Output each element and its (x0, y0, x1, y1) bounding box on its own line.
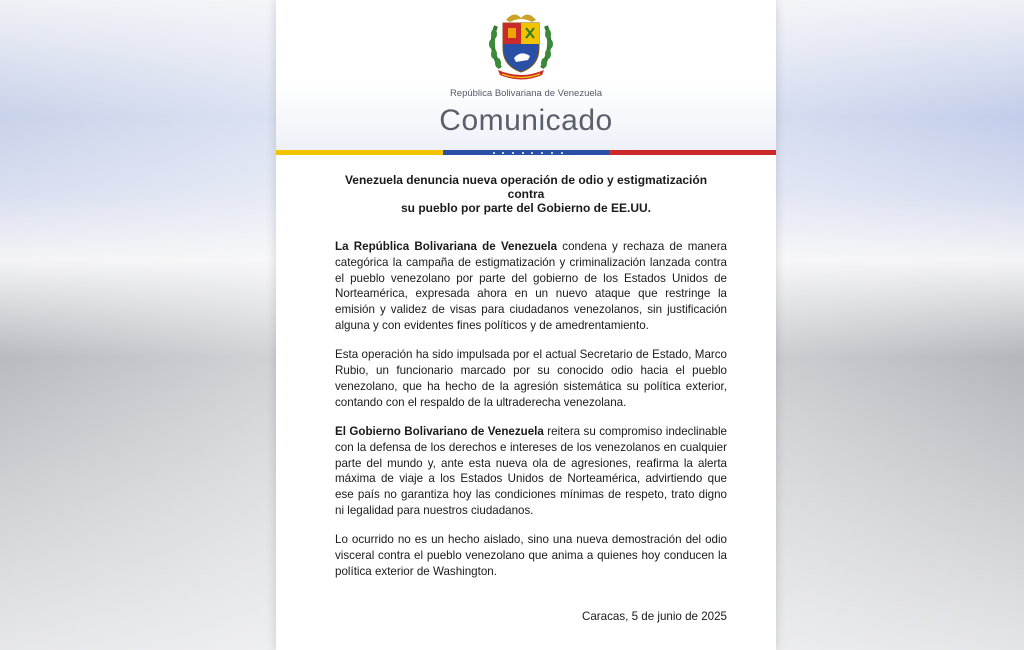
flag-stripe (276, 150, 776, 155)
paragraph-text: reitera su compromiso indeclinable con la defensa de los derechos e intereses de los venezolanos en cualquier parte del mundo y, ante esta nueva ola de agresiones, reafirma la alerta máxima de viaje a los Estados Unidos de Norteamérica, advirtiendo que ese país no garantiza hoy las condiciones mínimas de respeto, trato digno ni legalidad para nuestros ciudadanos. (335, 424, 727, 517)
stars-row (493, 150, 563, 155)
paragraph-2 (335, 347, 727, 410)
place-and-date: Caracas, 5 de junio de 2025 (581, 610, 727, 623)
organization-name: República Bolivariana de Venezuela (449, 88, 603, 99)
background-left (0, 0, 276, 650)
statement-body (335, 239, 727, 593)
paragraph-text: Esta operación ha sido impulsada por el actual Secretario de Estado, Marco Rubio, un funcionario marcado por su conocido odio hacia el pueblo venezolano, que ha hecho de la agresión sistemática su política exterior, contando con el respaldo de la ultraderecha venezolana. (335, 348, 727, 409)
coat-of-arms-icon (486, 8, 556, 80)
paragraph-1 (335, 239, 727, 334)
title-line-1: Venezuela denuncia nueva operación de odio y estigmatización contra (344, 173, 708, 201)
statement-title (326, 173, 726, 215)
paragraph-4 (335, 532, 727, 579)
title-line-2: su pueblo por parte del Gobierno de EE.UU. (400, 201, 652, 215)
document-type-heading: Comunicado (439, 104, 613, 137)
paragraph-lead: El Gobierno Bolivariano de Venezuela (335, 424, 544, 438)
letterhead (276, 0, 776, 150)
paragraph-lead: La República Bolivariana de Venezuela (335, 240, 558, 253)
flag-stripe-red (609, 150, 776, 155)
document-sheet (276, 0, 776, 650)
paragraph-3 (335, 424, 727, 519)
background-right (748, 0, 1024, 650)
flag-stripe-yellow (276, 150, 443, 155)
paragraph-text: Lo ocurrido no es un hecho aislado, sino una nueva demostración del odio visceral contra el pueblo venezolano que anima a quienes hoy conducen la política exterior de Washington. (335, 533, 727, 578)
paragraph-text: condena y rechaza de manera categórica la campaña de estigmatización y criminalización lanzada contra el pueblo venezolano por parte del gobierno de los Estados Unidos de Norteamérica, expresada ahora en un nuevo ataque que restringe la emisión y validez de visas para ciudadanos venezolanos, sin justificación alguna y con evidentes fines políticos y de amedrentamiento. (335, 240, 728, 332)
flag-stripe-blue (443, 150, 610, 155)
